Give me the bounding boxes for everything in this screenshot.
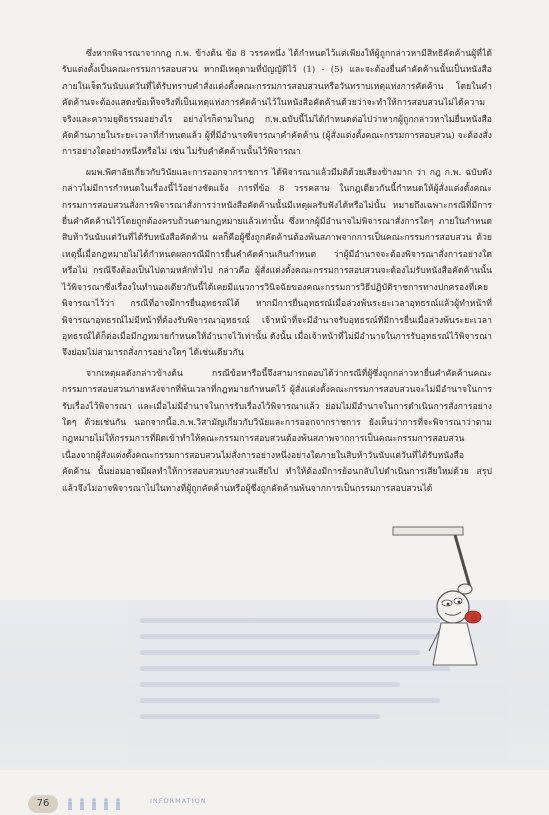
footer-tag: INFORMATION xyxy=(150,797,207,805)
faded-text-line xyxy=(140,650,420,655)
page-number-badge: 76 xyxy=(28,795,58,813)
faded-text-line xyxy=(140,682,400,687)
paragraph: ซึ่งหากพิจารณาจากกฎ ก.พ. ข้างต้น ข้อ 8 วรรคหนึ่ง ได้กำหนดไว้แต่เพียงให้ผู้ถูกกล่าวหามีสิทธิคัดค้านผู้ที่ได้รับแต่งตั้งเป็นคณะกรรมการสอบสวน หากมีเหตุตามที่บัญญัติไว้ (1) - (5) และจะต้องยื่นคำคัดค้านนั้นเป็นหนังสือภายในเจ็ดวันนับแต่วันที่ได้รับทราบคำสั่งแต่งตั้งคณะกรรมการสอบสวนหรือวันทราบเหตุแห่งการคัดค้าน โดยในคำคัดค้านจะต้องแสดงข้อเท็จจริงที่เป็นเหตุแห่งการคัดค้านไว้ในหนังสือคัดค้านด้วยว่าจะทำให้การสอบสวนไม่ได้ความจริงและความยุติธรรมอย่างไร อย่างไรก็ตามในกฎ ก.พ.ฉบับนี้ไม่ได้กำหนดต่อไปว่าหากผู้ถูกกล่าวหาไม่ยื่นหนังสือคัดค้านภายในระยะเวลาที่กำหนดแล้ว ผู้ที่มีอำนาจพิจารณาคำคัดค้าน (ผู้สั่งแต่งตั้งคณะกรรมการสอบสวน) จะต้องสั่งการอย่างใดอย่างหนึ่งหรือไม่ เช่น ไม่รับคำคัดค้านนั้นไว้พิจารณา xyxy=(62,49,492,158)
people-figures-icon xyxy=(64,797,134,811)
body-text xyxy=(62,46,492,501)
paragraph: จากเหตุผลดังกล่าวข้างต้น กรณีข้อหารือนี้จึงสามารถตอบได้ว่ากรณีที่ผู้ซึ่งถูกกล่าวหายื่นคำคัดค้านคณะกรรมการสอบสวนภายหลังจากที่พ้นเวลาที่กฎหมายกำหนดไว้ ผู้สั่งแต่งตั้งคณะกรรมการสอบสวนจะไม่มีอำนาจในการรับเรื่องไว้พิจารณา และเมื่อไม่มีอำนาจในการรับเรื่องไว้พิจารณาแล้ว ย่อมไม่มีอำนาจในการดำเนินการสั่งการอย่างใดๆ ด้วยเช่นกัน นอกจากนี้อ.ก.พ.วิสามัญเกี่ยวกับวินัยและการออกจากราชการ ยังเห็นว่าการที่จะพิจารณาว่าตามกฎหมายไม่ให้กรรมการที่ผิดเข้าทำให้คณะกรรมการสอบสวนต้องพ้นสภาพจากการเป็นคณะกรรมการสอบสวน เนื่องจากผู้สั่งแต่งตั้งคณะกรรมการสอบสวนไม่สั่งการอย่างหนึ่งอย่างใดภายในสิบห้าวันนับแต่วันที่ได้รับหนังสือคัดค้าน นั้นย่อมอาจมีผลทำให้การสอบสวนบางส่วนเสียไป ทำให้ต้องมีการย้อนกลับไปดำเนินการเสียใหม่ด้วย สรุปแล้วจึงไม่อาจพิจารณาไปในทางที่ผู้ถูกคัดค้านหรือผู้ซึ่งถูกคัดค้านพ้นจากการเป็นกรรมการสอบสวนได้ xyxy=(62,368,492,494)
faded-text-line xyxy=(140,714,380,719)
page-footer xyxy=(0,795,549,815)
paragraph: ผมพ.พิศาลัยเกี่ยวกับวินัยและการออกจากราชการ ได้พิจารณาแล้วมีมติด้วยเสียงข้างมาก ว่า กฎ ก.พ. ฉบับดังกล่าวไม่มีการกำหนดในเรื่องนี้ไว้อย่างชัดแจ้ง การที่ข้อ 8 วรรคสาม ในกฎเดียวกันนี้กำหนดให้ผู้สั่งแต่งตั้งคณะกรรมการสอบสวนสั่งการพิจารณาสั่งการว่าหนังสือคัดค้านนั้นมีเหตุผลรับฟังได้หรือไม่นั้น หมายถึงเฉพาะกรณีที่มีการยื่นคำคัดค้านไว้โดยถูกต้องครบถ้วนตามกฎหมายแล้วเท่านั้น ซึ่งหากผู้มีอำนาจไม่พิจารณาสั่งการใดๆ ภายในกำหนดสิบห้าวันนับแต่วันที่ได้รับหนังสือคัดค้าน ผลก็คือผู้ซึ่งถูกคัดค้านต้องพ้นสภาพจากการเป็นคณะกรรมการสอบสวน ด้วยเหตุนี้เมื่อกฎหมายไม่ได้กำหนดผลกรณีมีการยื่นคำคัดค้านเกินกำหนด ว่าผู้มีอำนาจจะต้องพิจารณาสั่งการอย่างใดหรือไม่ กรณีจึงต้องเป็นไปตามหลักทั่วไป กล่าวคือ ผู้สั่งแต่งตั้งคณะกรรมการสอบสวนจะต้องไม่รับหนังสือคัดค้านนั้นไว้พิจารณาซึ่งเรื่องในทำนองเดียวกันนี้ได้เคยมีแนวการวินิจฉัยของคณะกรรมการวิธีปฏิบัติราชการทางปกครองที่เคยพิจารณาไว้ว่า กรณีที่อาจมีการยื่นอุทธรณ์ได้ หากมีการยื่นอุทธรณ์เมื่อล่วงพ้นระยะเวลาอุทธรณ์แล้วผู้ทำหน้าที่พิจารณาอุทธรณ์ไม่มีหน้าที่ต้องรับพิจารณาอุทธรณ์ เจ้าหน้าที่จะมีอำนาจรับอุทธรณ์ที่มีการยื่นเมื่อล่วงพ้นระยะเวลาอุทธรณ์ได้ก็ต่อเมื่อมีกฎหมายกำหนดให้อำนาจไว้เท่านั้น ดังนั้น เมื่อเจ้าหน้าที่ไม่มีอำนาจในการรับอุทธรณ์ไว้พิจารณา จึงย่อมไม่สามารถสั่งการอย่างใดๆ ได้เช่นเดียวกัน xyxy=(62,167,492,359)
mascot-holding-sign-illustration xyxy=(385,525,495,675)
faded-text-line xyxy=(140,698,440,703)
